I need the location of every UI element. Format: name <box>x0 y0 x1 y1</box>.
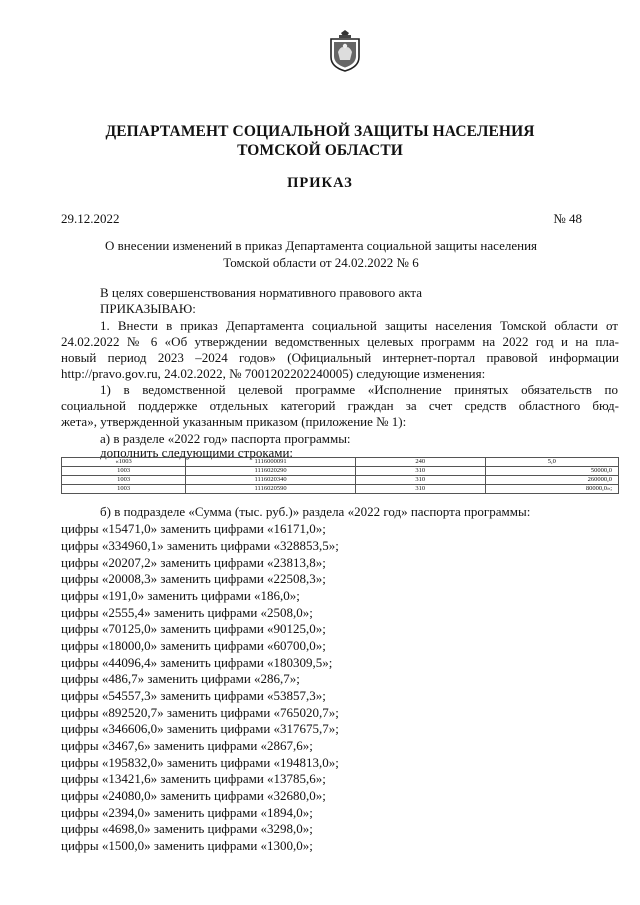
table-row <box>62 485 619 494</box>
purpose-text: В целях совершенствования нормативного правового акта <box>100 285 423 300</box>
doc-subject-line1: О внесении изменений в приказ Департамента социальной защиты населения <box>104 238 537 253</box>
replacement-line: цифры «195832,0» заменить цифрами «194813,0»; <box>61 755 339 770</box>
replacement-line: цифры «2555,4» заменить цифрами «2508,0»; <box>61 605 313 620</box>
paragraph1-line1: 1. Внести в приказ Департамента социальной защиты населения Томской области от <box>100 318 618 333</box>
replacement-line: цифры «24080,0» заменить цифрами «32680,0»; <box>61 788 326 803</box>
replacement-line: цифры «44096,4» заменить цифрами «180309,5»; <box>61 655 333 670</box>
added-rows-table <box>61 457 619 494</box>
subsection-b: б) в подразделе «Сумма (тыс. руб.)» раздела «2022 год» паспорта программы: <box>100 504 531 519</box>
replacement-line: цифры «20008,3» заменить цифрами «22508,3»; <box>61 571 326 586</box>
replacement-line: цифры «892520,7» заменить цифрами «765020,7»; <box>61 705 339 720</box>
replacement-line: цифры «2394,0» заменить цифрами «1894,0»; <box>61 805 313 820</box>
table-cell-type: 310 <box>355 467 485 476</box>
table-cell-amount: 50000,0 <box>485 467 618 476</box>
table-cell-type: 240 <box>355 458 485 467</box>
replacement-line: цифры «486,7» заменить цифрами «286,7»; <box>61 671 300 686</box>
replacement-line: цифры «3467,6» заменить цифрами «2867,6»; <box>61 738 313 753</box>
replacement-line: цифры «4698,0» заменить цифрами «3298,0»; <box>61 821 313 836</box>
table-cell-section: «1003 <box>62 458 186 467</box>
paragraph1-line2: 24.02.2022 № 6 «Об утверждении ведомственных целевых программ на 2022 год и на пла- <box>61 334 619 349</box>
subsection-a: а) в разделе «2022 год» паспорта программы: <box>100 431 351 446</box>
table-row <box>62 467 619 476</box>
paragraph2-line3: жета», утвержденной указанным приказом (приложение № 1): <box>61 414 407 429</box>
table-cell-type: 310 <box>355 485 485 494</box>
subsection-a-add: дополнить следующими строками: <box>100 445 294 460</box>
table-cell-code: 1116020290 <box>186 467 356 476</box>
table-cell-section: 1003 <box>62 467 186 476</box>
table-cell-code: 1116020590 <box>186 485 356 494</box>
table-cell-code: 1116000091 <box>186 458 356 467</box>
replacement-line: цифры «18000,0» заменить цифрами «60700,0»; <box>61 638 326 653</box>
table-cell-type: 310 <box>355 476 485 485</box>
replacement-line: цифры «191,0» заменить цифрами «186,0»; <box>61 588 300 603</box>
replacement-line: цифры «346606,0» заменить цифрами «317675,7»; <box>61 721 339 736</box>
table-cell-amount: 5,0 <box>485 458 618 467</box>
doc-number: № 48 <box>553 211 582 226</box>
replacement-line: цифры «20207,2» заменить цифрами «23813,8»; <box>61 555 326 570</box>
doc-date: 29.12.2022 <box>61 211 120 226</box>
table-cell-amount: 260000,0 <box>485 476 618 485</box>
doc-type-title: ПРИКАЗ <box>287 175 353 191</box>
order-word: ПРИКАЗЫВАЮ: <box>100 301 196 316</box>
paragraph2-line1: 1) в ведомственной целевой программе «Исполнение принятых обязательств по <box>100 382 618 397</box>
paragraph2-line2: социальной поддержке отдельных категорий граждан за счет средств областного бюд- <box>61 398 619 413</box>
table-cell-code: 1116020340 <box>186 476 356 485</box>
replacement-line: цифры «1500,0» заменить цифрами «1300,0»; <box>61 838 313 853</box>
doc-subject-line2: Томской области от 24.02.2022 № 6 <box>223 255 419 270</box>
table-cell-amount: 80000,0»; <box>485 485 618 494</box>
table-cell-section: 1003 <box>62 485 186 494</box>
replacement-line: цифры «15471,0» заменить цифрами «16171,0»; <box>61 521 326 536</box>
org-name-line1: ДЕПАРТАМЕНТ СОЦИАЛЬНОЙ ЗАЩИТЫ НАСЕЛЕНИЯ <box>105 123 535 140</box>
replacement-line: цифры «13421,6» заменить цифрами «13785,6»; <box>61 771 326 786</box>
table-cell-section: 1003 <box>62 476 186 485</box>
paragraph1-line4: http://pravo.gov.ru, 24.02.2022, № 7001202202240005) следующие изменения: <box>61 366 486 381</box>
table-row <box>62 458 619 467</box>
table-row <box>62 476 619 485</box>
coat-of-arms-emblem <box>328 30 362 72</box>
replacement-line: цифры «54557,3» заменить цифрами «53857,3»; <box>61 688 326 703</box>
org-name-line2: ТОМСКОЙ ОБЛАСТИ <box>237 142 403 159</box>
replacement-line: цифры «70125,0» заменить цифрами «90125,0»; <box>61 621 326 636</box>
paragraph1-line3: новый период 2023 –2024 годов» (Официальный интернет-портал правовой информации <box>61 350 619 365</box>
replacement-line: цифры «334960,1» заменить цифрами «328853,5»; <box>61 538 339 553</box>
